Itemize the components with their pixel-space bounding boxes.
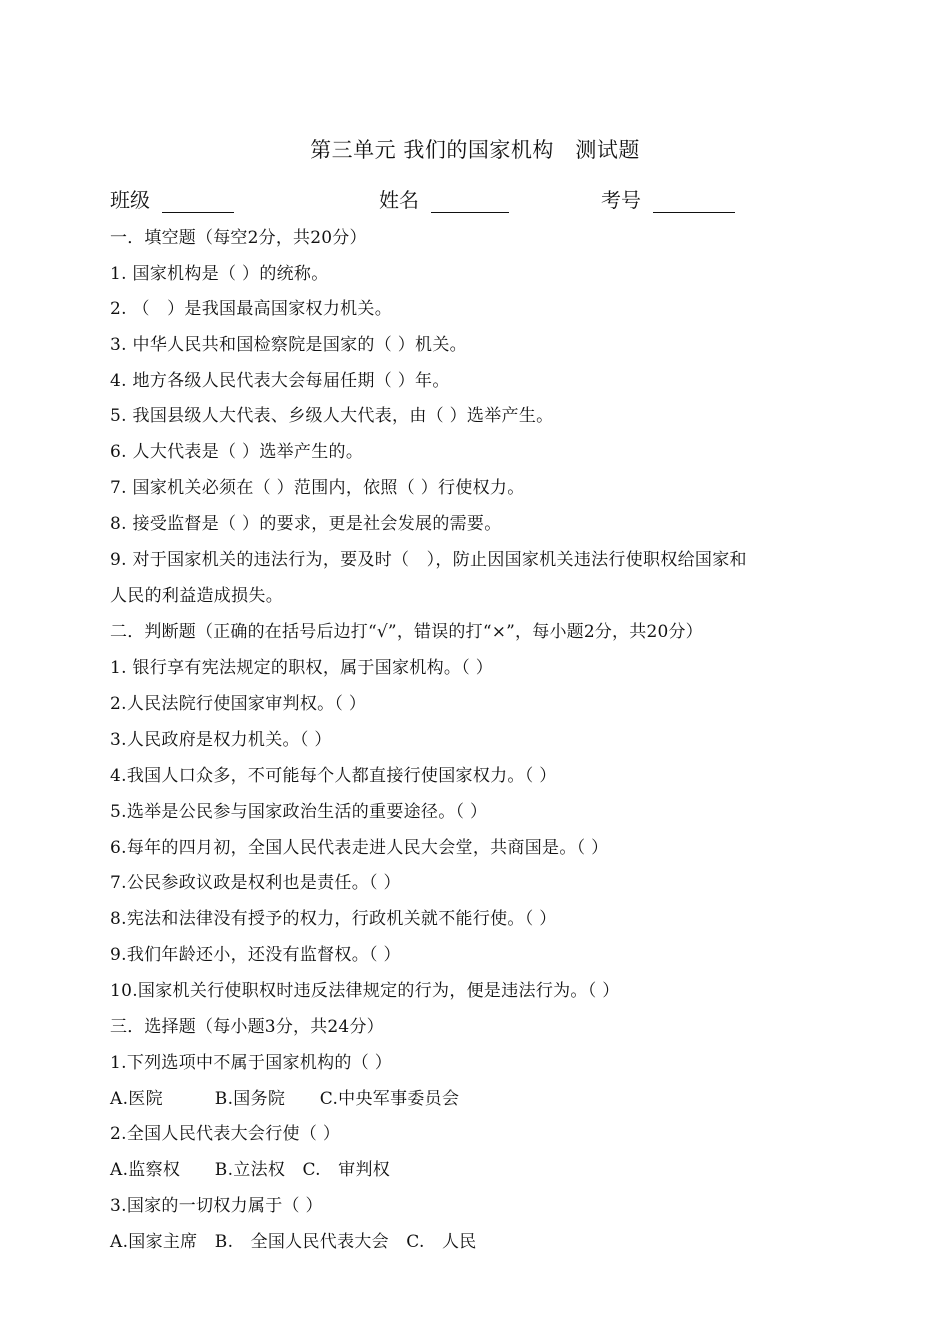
question-line: 2.人民法院行使国家审判权。（ ） <box>110 694 367 714</box>
question-line: 1. 银行享有宪法规定的职权，属于国家机构。（ ） <box>110 658 494 678</box>
question-line: 7.公民参政议政是权利也是责任。（ ） <box>110 873 401 893</box>
section-heading-multiple-choice: 三．选择题（每小题3分，共24分） <box>110 1017 384 1037</box>
number-field <box>601 184 735 213</box>
section-heading-true-false: 二．判断题（正确的在括号后边打“√”，错误的打“×”，每小题2分，共20分） <box>110 622 703 642</box>
page-title: 第三单元 我们的国家机构 测试题 <box>310 138 640 162</box>
question-line: 3.人民政府是权力机关。（ ） <box>110 730 332 750</box>
question-line: 8. 接受监督是（ ）的要求，更是社会发展的需要。 <box>110 514 502 534</box>
question-line: 10.国家机关行使职权时违反法律规定的行为，便是违法行为。（ ） <box>110 981 620 1001</box>
question-line: 2.全国人民代表大会行使（ ） <box>110 1124 341 1144</box>
question-line: 3.国家的一切权力属于（ ） <box>110 1196 323 1216</box>
question-line: 4.我国人口众多，不可能每个人都直接行使国家权力。（ ） <box>110 766 557 786</box>
number-blank <box>653 190 735 213</box>
question-line: 8.宪法和法律没有授予的权力，行政机关就不能行使。（ ） <box>110 909 557 929</box>
question-line: 1.下列选项中不属于国家机构的（ ） <box>110 1053 393 1073</box>
name-label: 姓名 <box>379 188 419 212</box>
question-line: 6.每年的四月初，全国人民代表走进人民大会堂，共商国是。（ ） <box>110 838 609 858</box>
question-line: 5. 我国县级人大代表、乡级人大代表，由（ ）选举产生。 <box>110 406 554 426</box>
answer-options: A.监察权 B.立法权 C. 审判权 <box>110 1160 391 1180</box>
question-line: 9. 对于国家机关的违法行为，要及时（ ），防止因国家机关违法行使职权给国家和 <box>110 550 747 570</box>
name-field <box>379 184 509 213</box>
section-heading-fill-blank: 一．填空题（每空2分，共20分） <box>110 228 367 248</box>
question-line: 2. （ ）是我国最高国家权力机关。 <box>110 299 393 319</box>
class-label: 班级 <box>110 188 150 212</box>
class-blank <box>162 190 234 213</box>
question-line: 1. 国家机构是（ ）的统称。 <box>110 264 329 284</box>
question-line: 5.选举是公民参与国家政治生活的重要途径。（ ） <box>110 802 488 822</box>
answer-options: A.医院 B.国务院 C.中央军事委员会 <box>110 1089 460 1109</box>
question-line-continued: 人民的利益造成损失。 <box>110 586 283 606</box>
student-info-row <box>0 184 950 218</box>
name-blank <box>431 190 509 213</box>
class-field <box>110 184 234 213</box>
question-line: 3. 中华人民共和国检察院是国家的（ ）机关。 <box>110 335 467 355</box>
number-label: 考号 <box>601 188 641 212</box>
question-line: 7. 国家机关必须在（ ）范围内，依照（ ）行使权力。 <box>110 478 525 498</box>
answer-options: A.国家主席 B. 全国人民代表大会 C. 人民 <box>110 1232 477 1252</box>
question-line: 9.我们年龄还小，还没有监督权。（ ） <box>110 945 401 965</box>
question-line: 4. 地方各级人民代表大会每届任期（ ）年。 <box>110 371 450 391</box>
question-line: 6. 人大代表是（ ）选举产生的。 <box>110 442 364 462</box>
